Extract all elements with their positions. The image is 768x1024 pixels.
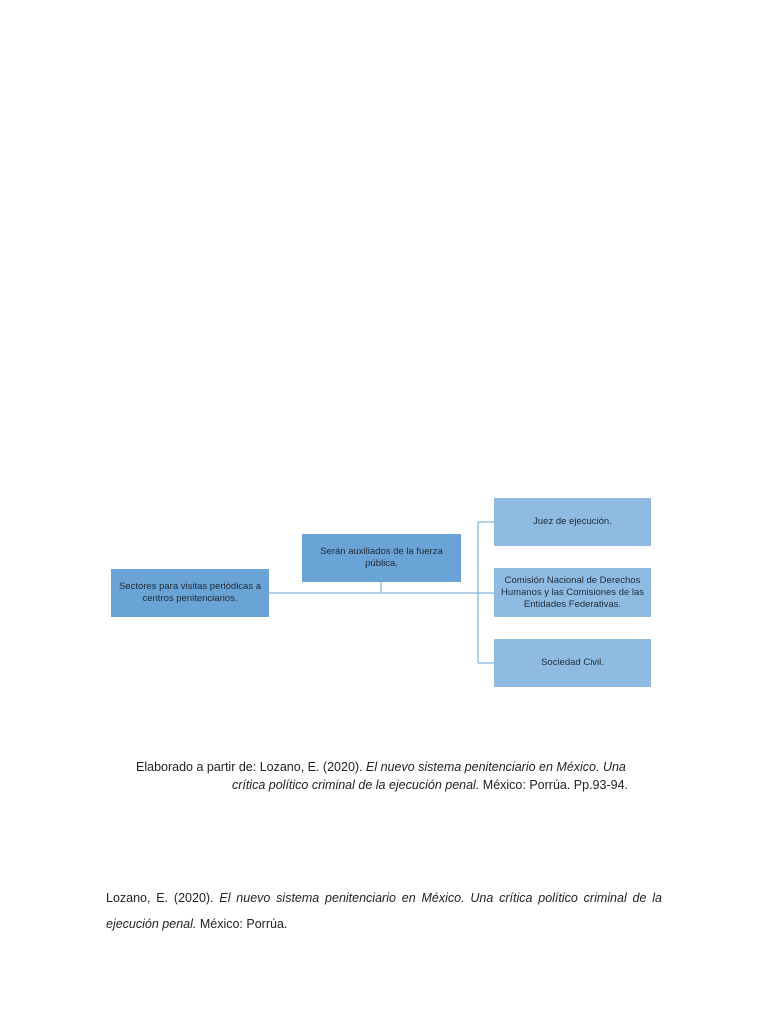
node-sectores-visitas [111,569,269,617]
node-juez-label: Juez de ejecución. [533,516,612,527]
reference-suffix: México: Porrúa. [196,917,288,931]
caption-title-part-2: crítica político criminal de la ejecución penal. [231,778,480,792]
caption-line-1 [136,758,628,776]
node-sociedad-civil [494,639,651,687]
caption-prefix: Elaborado a partir de: Lozano, E. (2020). [136,760,367,774]
bibliography-reference [106,885,662,937]
reference-title: El nuevo sistema penitenciario en México. Una crítica político criminal de la ejecución penal. [106,891,662,931]
node-comision-derechos-humanos [494,568,651,617]
caption-suffix: México: Porrúa. Pp.93-94. [479,778,628,792]
node-auxiliados-label: Serán auxiliados de la fuerza pública. [320,546,443,569]
reference-prefix: Lozano, E. (2020). [106,891,220,905]
node-civil-label: Sociedad Civil. [541,657,604,668]
figure-caption [136,758,628,794]
node-juez-ejecucion [494,498,651,546]
node-sectores-visitas-label: Sectores para visitas periódicas a centros penitenciarios. [118,581,262,604]
node-cndh-label: Comisión Nacional de Derechos Humanos y las Comisiones de las Entidades Federativas. [500,574,645,610]
caption-title-part-1: El nuevo sistema penitenciario en México. Una [366,760,626,774]
node-auxiliados-fuerza-publica [302,534,461,582]
caption-line-2 [136,776,628,794]
